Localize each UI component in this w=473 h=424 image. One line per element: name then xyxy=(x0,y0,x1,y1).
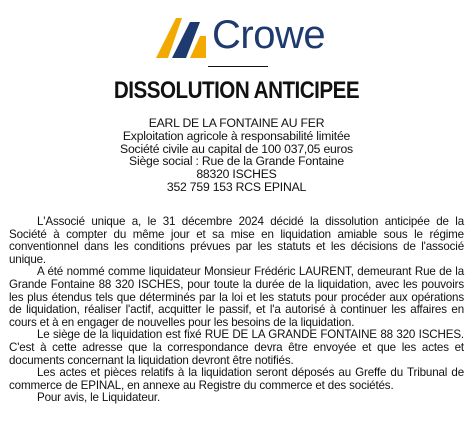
company-address: Siège social : Rue de la Grande Fontaine xyxy=(129,154,344,169)
company-name: EARL DE LA FONTAINE AU FER xyxy=(148,116,325,130)
paragraph-filing: Les actes et pièces relatifs à la liquidation seront déposés au Greffe du Tribunal de commerce de EPINAL, en annexe au Registre du commerce et des sociétés. xyxy=(9,366,464,392)
company-postcode: 88320 ISCHES xyxy=(196,167,277,182)
notice-body xyxy=(9,216,464,405)
paragraph-seat: Le siège de la liquidation est fixé RUE DE LA GRANDE FONTAINE 88 320 ISCHES. C'est à cette adresse que la correspondance devra être envoyée et que les actes et documents concernant la liquidation devront être notifiés. xyxy=(9,328,464,367)
company-rcs: 352 759 153 RCS EPINAL xyxy=(166,179,307,194)
notice-title: DISSOLUTION ANTICIPEE xyxy=(113,77,360,104)
paragraph-dissolution: L'Associé unique a, le 31 décembre 2024 décidé la dissolution anticipée de la Société à compter du même jour et sa mise en liquidation amiable sous le régime conventionnel dans les conditions prévues par les statuts et les décisions de l'associé unique. xyxy=(9,215,464,266)
paragraph-liquidator: A été nommé comme liquidateur Monsieur Frédéric LAURENT, demeurant Rue de la Grande Fontaine 88 320 ISCHES, pour toute la durée de la liquidation, avec les pouvoirs les plus étendus tels que déterminés par la loi et les statuts pour procéder aux opérations de liquidation, réaliser l'actif, acquitter le passif, et l'a autorisé à continuer les affaires en cours et à en engager de nouvelles pour les besoins de la liquidation. xyxy=(9,265,464,329)
paragraph-signature: Pour avis, le Liquidateur. xyxy=(37,391,161,405)
crowe-logo xyxy=(0,10,473,60)
company-capital: Société civile au capital de 100 037,05 euros xyxy=(120,141,353,156)
crowe-logo-mark-icon xyxy=(150,10,206,60)
company-info xyxy=(0,117,473,194)
company-form: Exploitation agricole à responsabilité limitée xyxy=(122,128,351,143)
crowe-logo-text: Crowe xyxy=(212,13,326,57)
divider xyxy=(208,66,268,67)
